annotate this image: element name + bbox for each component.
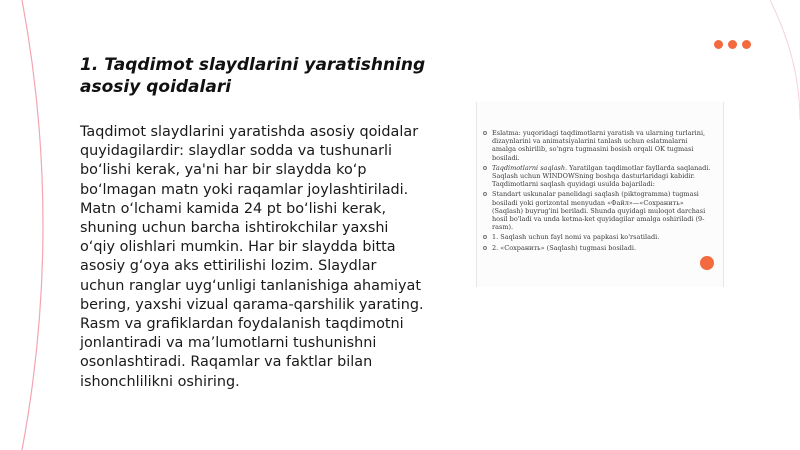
accent-dot-icon — [700, 256, 714, 270]
thumbnail-list-item: Taqdimotlarni saqlash. Yaratilgan taqdimotlar fayllarda saqlanadi. Saqlash uchun WINDOWSning boshqa dasturlaridagi kabidir. Taqdimotlarni saqlash quyidagi usulda bajariladi: — [483, 164, 711, 189]
thumbnail-list-item: 1. Saqlash uchun fayl nomi va papkasi ko'rsatiladi. — [483, 233, 711, 241]
thumbnail-list-item: Standart uskunalar panelidagi saqlash (piktogramma) tugmasi bosiladi yoki gorizontal menyudan «Файл»—«Сохранить» (Saqlash) buyrug'ini beriladi. Shunda quyidagi muloqot darchasi hosil bo'ladi va unda ketma-ket quyidagilar amalga oshiriladi (9-rasm). — [483, 190, 711, 231]
decorative-dots — [714, 40, 751, 49]
thumbnail-content — [483, 129, 711, 254]
document-thumbnail — [476, 102, 724, 287]
dot-icon — [742, 40, 751, 49]
bullet-icon — [483, 166, 487, 170]
thumbnail-list-item: Eslatma: yuqoridagi taqdimotlarni yaratish va ularning turlarini, dizaynlarini va animatsiyalarini tanlash uchun eslatmalarni amalga oshirilib, so'ngra tugmasini bosish orqali OK tugmasi bosiladi. — [483, 129, 711, 162]
bullet-icon — [483, 131, 487, 135]
slide-title: 1. Taqdimot slaydlarini yaratishning asosiy qoidalari — [80, 55, 426, 97]
thumbnail-list-item: 2. «Сохранить» (Saqlash) tugmasi bosiladi. — [483, 244, 711, 252]
bullet-icon — [483, 235, 487, 239]
dot-icon — [714, 40, 723, 49]
bullet-icon — [483, 246, 487, 250]
bullet-icon — [483, 192, 487, 196]
dot-icon — [728, 40, 737, 49]
slide-body-text: Taqdimot slaydlarini yaratishda asosiy qoidalar quyidagilardir: slaydlar sodda va tushunarli bo‘lishi kerak, ya'ni har bir slaydda ko‘p bo‘lmagan matn yoki raqamlar joylashtiriladi. Matn o‘lchami kamida 24 pt bo‘lishi kerak, shuning uchun barcha ishtirokchilar yaxshi o‘qiy olishlari mumkin. Har bir slaydda bitta asosiy g‘oya aks ettirilishi lozim. Slaydlar uchun ranglar uyg‘unligi tanlanishiga ahamiyat bering, yaxshi vizual qarama-qarshilik yarating. Rasm va grafiklardan foydalanish taqdimotni jonlantiradi va ma’lumotlarni tushunishni osonlashtiradi. Raqamlar va faktlar bilan ishonchlilikni oshiring. — [80, 124, 424, 390]
